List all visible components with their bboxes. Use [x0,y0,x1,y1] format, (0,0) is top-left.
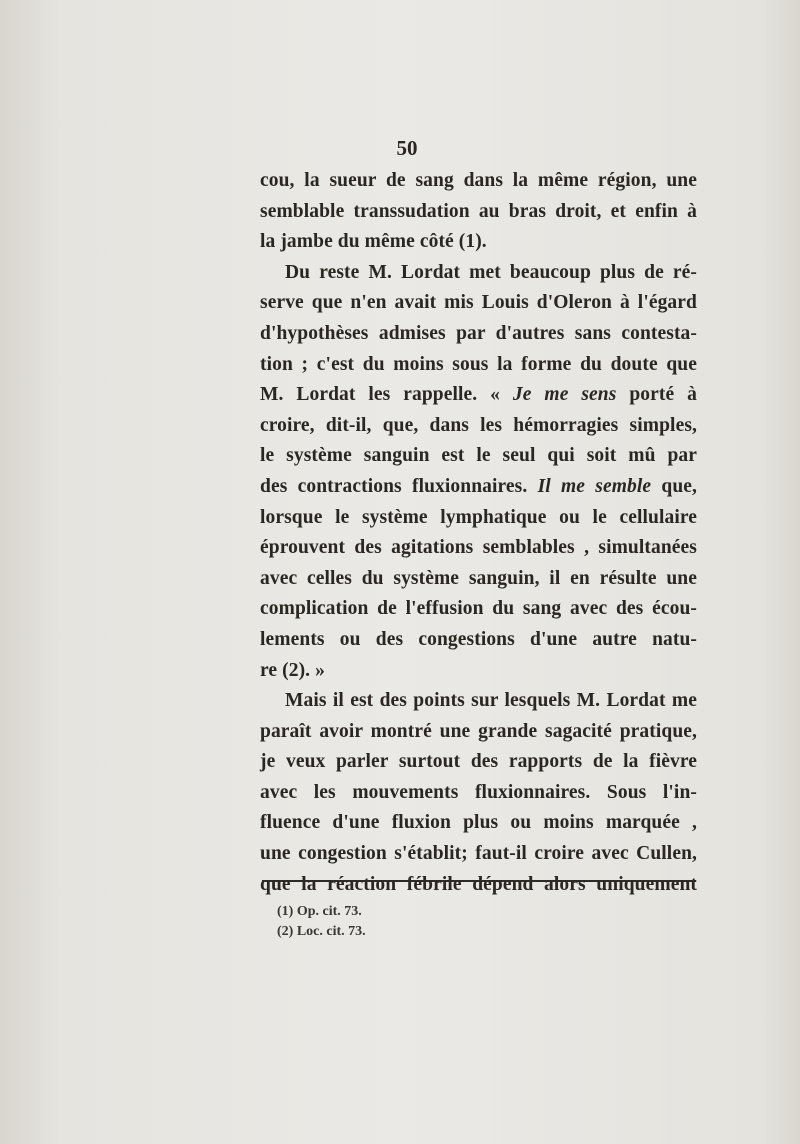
footnote: (2) Loc. cit. 73. [277,924,366,939]
text-line: re (2). » [260,659,325,681]
text-line: cou, la sueur de sang dans la même région, une [260,170,697,191]
text-line: M. Lordat les rappelle. « Je me sens porté à [260,384,697,406]
text-line: semblable transsudation au bras droit, et enfin à [260,200,697,222]
footnote-divider [262,880,696,882]
body-text [260,166,697,900]
text-line: éprouvent des agitations semblables , simultanées [260,537,697,559]
italic-text: Il me semble [537,475,652,497]
text-line: tion ; c'est du moins sous la forme du doute que [260,353,697,375]
text-line: lements ou des congestions d'une autre natu- [260,628,697,650]
text-line: serve que n'en avait mis Louis d'Oleron à l'égard [260,292,697,314]
text-line: Mais il est des points sur lesquels M. Lordat me [285,690,697,712]
text-line: avec les mouvements fluxionnaires. Sous l'in- [260,781,697,803]
text-line: complication de l'effusion du sang avec des écou- [260,598,697,620]
text-line: Du reste M. Lordat met beaucoup plus de ré- [285,261,697,283]
text-line: le système sanguin est le seul qui soit mû par [260,445,697,467]
text-line: je veux parler surtout des rapports de la fièvre [260,751,697,773]
footnote: (1) Op. cit. 73. [277,904,362,919]
text-line: croire, dit-il, que, dans les hémorragies simples, [260,414,697,436]
text-line: des contractions fluxionnaires. Il me semble que, [260,475,698,497]
text-line: fluence d'une fluxion plus ou moins marquée , [260,812,697,834]
text-line: lorsque le système lymphatique ou le cellulaire [260,506,697,528]
italic-text: Je me sens [512,384,617,406]
text-line: que la réaction fébrile dépend alors uniquement [260,873,697,895]
text-line: paraît avoir montré une grande sagacité pratique, [260,720,697,742]
text-line: d'hypothèses admises par d'autres sans contesta- [260,322,697,344]
text-line: une congestion s'établit; faut-il croire avec Cullen, [260,843,697,865]
page-number: 50 [396,136,418,160]
footnotes [277,902,366,942]
text-line: la jambe du même côté (1). [260,231,487,253]
text-line: avec celles du système sanguin, il en résulte une [260,567,697,589]
